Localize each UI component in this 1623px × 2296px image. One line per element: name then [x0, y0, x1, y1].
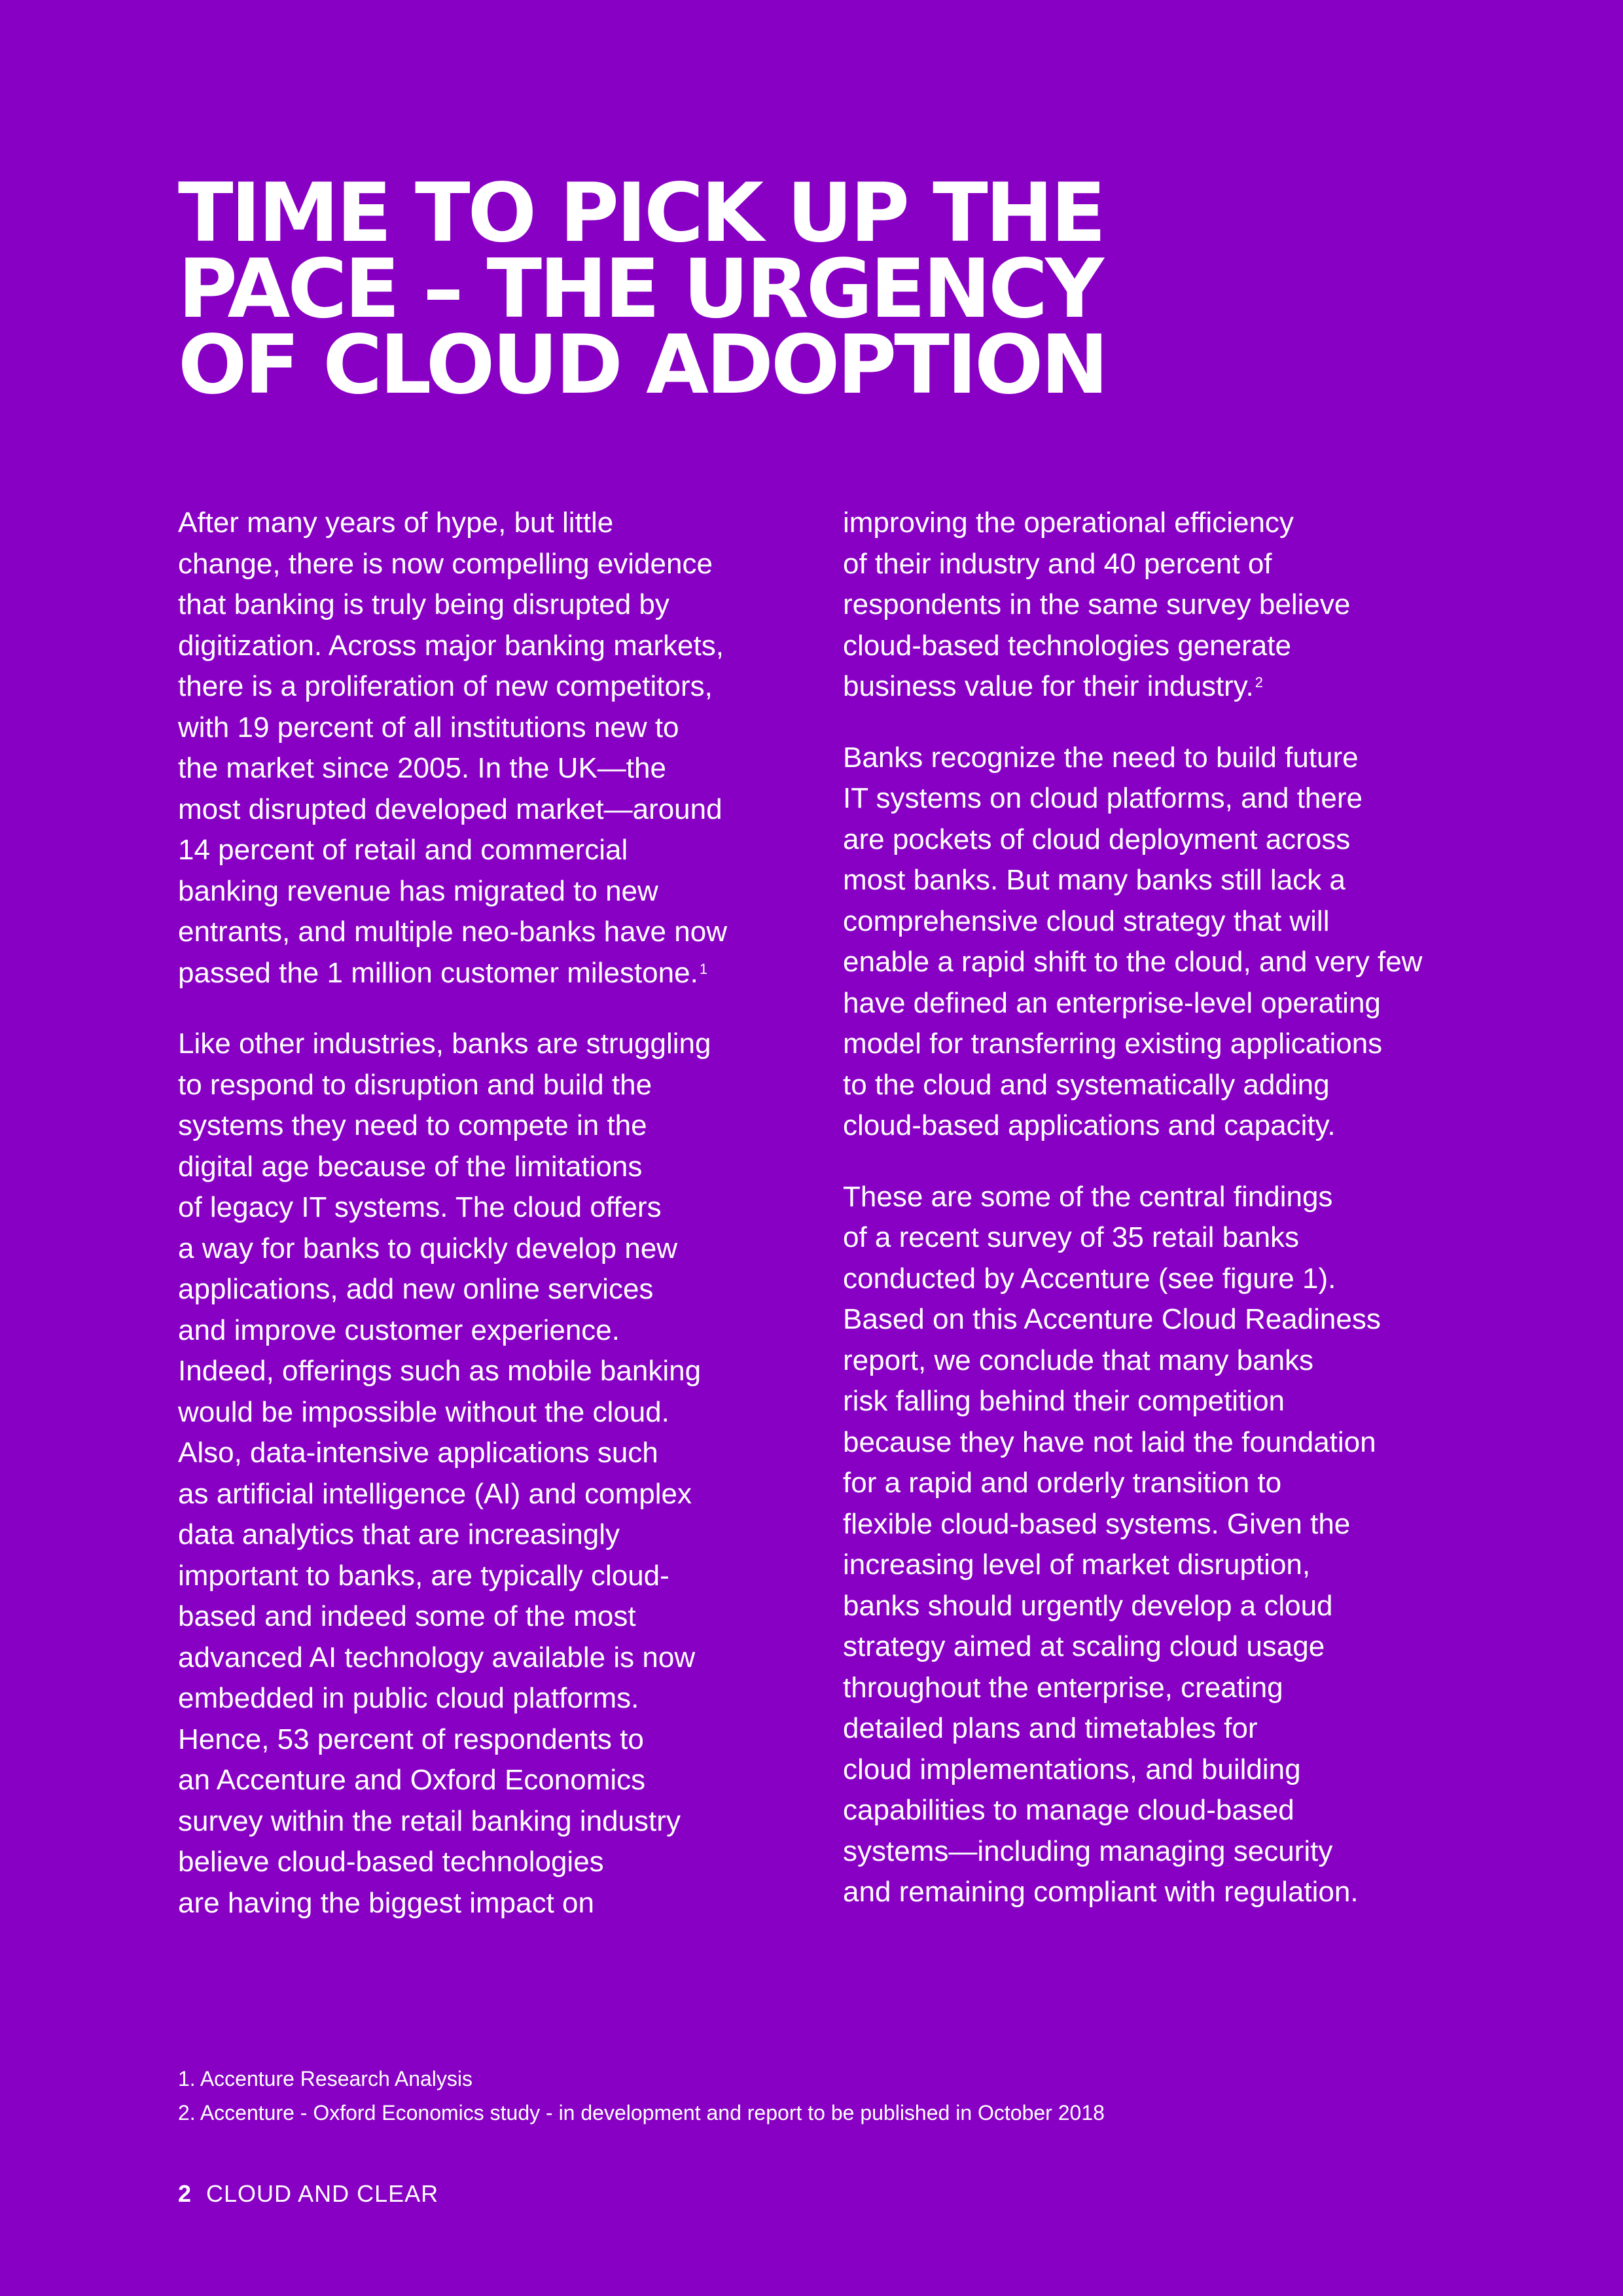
text-line: throughout the enterprise, creating — [843, 1671, 1283, 1704]
title-line: TIME TO PICK UP THE — [178, 166, 1104, 260]
text-line: and improve customer experience. — [178, 1314, 620, 1346]
text-line: IT systems on cloud platforms, and there — [843, 782, 1363, 814]
text-line: comprehensive cloud strategy that will — [843, 905, 1330, 937]
text-line: to respond to disruption and build the — [178, 1068, 652, 1101]
text-line: an Accenture and Oxford Economics — [178, 1764, 646, 1796]
text-line: believe cloud-based technologies — [178, 1846, 604, 1878]
text-line: report, we conclude that many banks — [843, 1344, 1314, 1376]
body-paragraph — [178, 503, 793, 994]
text-line: there is a proliferation of new competitors, — [178, 670, 713, 702]
text-line: business value for their industry.$^2$ — [843, 670, 1263, 702]
text-line: as artificial intelligence (AI) and complex — [178, 1477, 692, 1510]
footnote-reference[interactable]: 1 — [699, 960, 708, 977]
text-line: Based on this Accenture Cloud Readiness — [843, 1303, 1381, 1335]
text-line: advanced AI technology available is now — [178, 1641, 696, 1674]
footnotes — [178, 2062, 1421, 2130]
text-line: are having the biggest impact on — [178, 1886, 594, 1919]
text-line: data analytics that are increasingly — [178, 1518, 620, 1551]
text-line: banking revenue has migrated to new — [178, 874, 658, 907]
text-line: improving the operational efficiency — [843, 507, 1294, 539]
body-paragraph — [843, 1177, 1458, 1913]
text-line: cloud implementations, and building — [843, 1753, 1301, 1785]
footnote-2: 2. Accenture - Oxford Economics study - in development and report to be published in October 2018 — [178, 2101, 1105, 2125]
page-title — [178, 166, 1225, 412]
text-line: of a recent survey of 35 retail banks — [843, 1221, 1300, 1253]
text-line: 14 percent of retail and commercial — [178, 834, 628, 866]
text-line: capabilities to manage cloud-based — [843, 1794, 1294, 1826]
text-line: for a rapid and orderly transition to — [843, 1467, 1282, 1499]
text-line: of legacy IT systems. The cloud offers — [178, 1191, 662, 1223]
text-line: and remaining compliant with regulation. — [843, 1876, 1359, 1908]
text-line: banks should urgently develop a cloud — [843, 1589, 1333, 1622]
text-line: increasing level of market disruption, — [843, 1549, 1311, 1581]
body-paragraph — [843, 503, 1458, 708]
right-column — [843, 503, 1458, 1913]
title-line: OF CLOUD ADOPTION — [178, 318, 1107, 412]
text-line: conducted by Accenture (see figure 1). — [843, 1262, 1336, 1295]
text-line: cloud-based technologies generate — [843, 629, 1291, 662]
text-line: are pockets of cloud deployment across — [843, 823, 1351, 855]
text-line: After many years of hype, but little — [178, 507, 614, 539]
page-footer — [178, 2178, 438, 2210]
page-number: 2 — [178, 2180, 192, 2207]
text-line: strategy aimed at scaling cloud usage — [843, 1630, 1325, 1662]
text-line: Hence, 53 percent of respondents to — [178, 1723, 644, 1755]
text-line: enable a rapid shift to the cloud, and very few — [843, 946, 1423, 978]
text-line: detailed plans and timetables for — [843, 1712, 1258, 1744]
text-line: survey within the retail banking industry — [178, 1804, 681, 1837]
text-line: Banks recognize the need to build future — [843, 741, 1359, 774]
text-line: applications, add new online services — [178, 1273, 654, 1305]
text-line: important to banks, are typically cloud- — [178, 1559, 669, 1592]
footnote-1: 1. Accenture Research Analysis — [178, 2067, 473, 2090]
text-line: embedded in public cloud platforms. — [178, 1682, 639, 1714]
text-line: systems they need to compete in the — [178, 1109, 647, 1141]
text-line: These are some of the central findings — [843, 1180, 1333, 1213]
text-line: flexible cloud-based systems. Given the — [843, 1507, 1351, 1540]
text-line: passed the 1 million customer milestone.$^1$ — [178, 956, 708, 989]
publication-name: CLOUD AND CLEAR — [206, 2180, 439, 2207]
text-line: most banks. But many banks still lack a — [843, 864, 1346, 896]
text-line: would be impossible without the cloud. — [178, 1395, 669, 1428]
text-line: most disrupted developed market—around — [178, 793, 722, 825]
text-line: a way for banks to quickly develop new — [178, 1232, 678, 1265]
text-line: change, there is now compelling evidence — [178, 547, 713, 580]
footnote-reference[interactable]: 2 — [1255, 674, 1263, 691]
title-line: PACE – THE URGENCY — [178, 242, 1101, 336]
text-line: of their industry and 40 percent of — [843, 547, 1272, 580]
text-line: that banking is truly being disrupted by — [178, 588, 669, 620]
text-line: to the cloud and systematically adding — [843, 1068, 1330, 1101]
text-line: Like other industries, banks are struggling — [178, 1028, 711, 1060]
text-line: have defined an enterprise-level operating — [843, 986, 1381, 1019]
text-line: systems—including managing security — [843, 1835, 1333, 1867]
text-line: Also, data-intensive applications such — [178, 1437, 658, 1469]
text-line: because they have not laid the foundation — [843, 1426, 1376, 1458]
text-line: the market since 2005. In the UK—the — [178, 752, 666, 784]
body-paragraph — [178, 1024, 793, 1924]
text-line: digitization. Across major banking markets, — [178, 629, 724, 662]
text-line: Indeed, offerings such as mobile banking — [178, 1355, 702, 1387]
text-line: model for transferring existing applications — [843, 1028, 1383, 1060]
text-line: with 19 percent of all institutions new to — [178, 711, 679, 744]
text-line: digital age because of the limitations — [178, 1150, 643, 1183]
text-line: cloud-based applications and capacity. — [843, 1109, 1336, 1141]
text-line: entrants, and multiple neo-banks have now — [178, 916, 727, 948]
body-paragraph — [843, 738, 1458, 1147]
text-line: based and indeed some of the most — [178, 1600, 636, 1632]
text-line: risk falling behind their competition — [843, 1385, 1285, 1417]
left-column — [178, 503, 793, 1924]
text-line: respondents in the same survey believe — [843, 588, 1351, 620]
